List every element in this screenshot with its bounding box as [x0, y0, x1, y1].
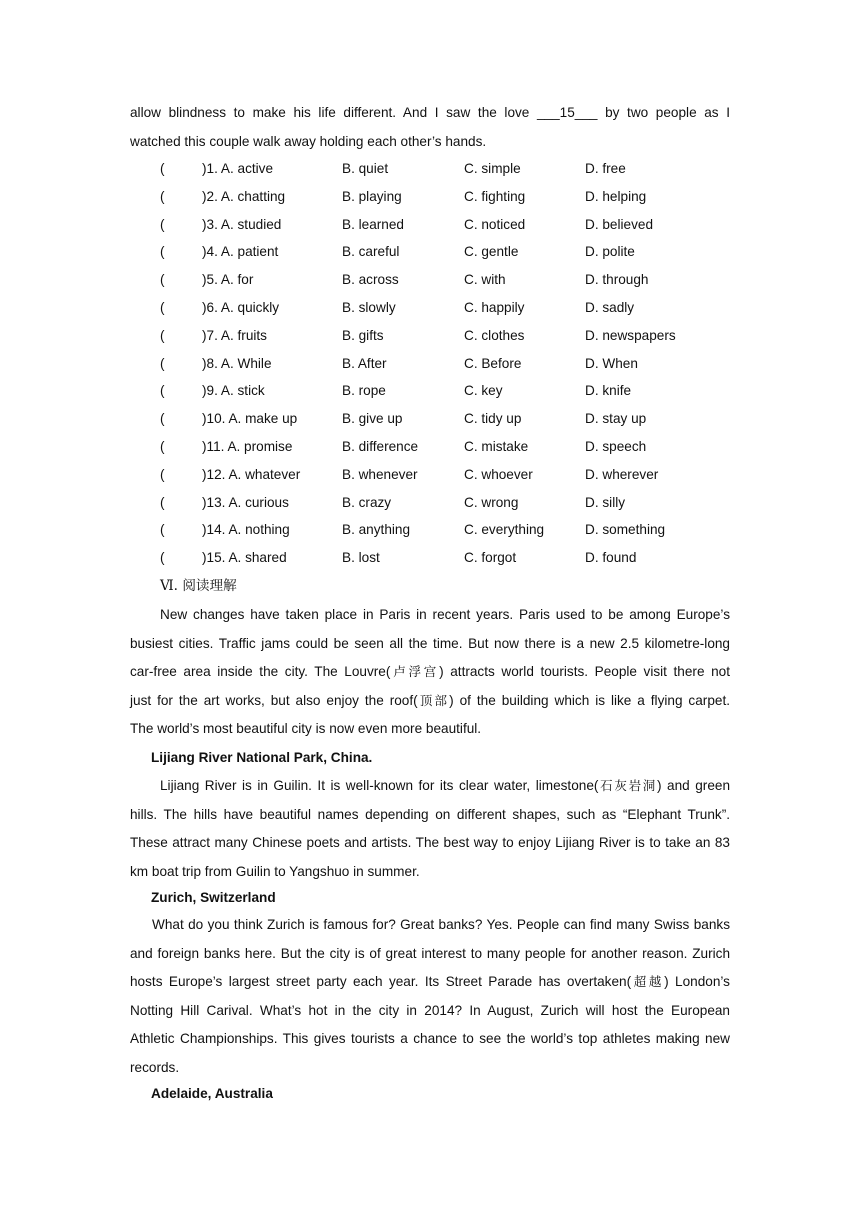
option-c: C. gentle	[464, 244, 519, 259]
option-b: B. difference	[342, 439, 419, 454]
lijiang-heading: Lijiang River National Park, China.	[151, 750, 373, 765]
option-c: C. wrong	[464, 495, 519, 510]
zurich-paragraph	[130, 911, 730, 1082]
option-d: D. polite	[585, 244, 635, 259]
zurich-line: and foreign banks here. But the city is of great interest to many people for another reason. Zurich	[130, 945, 730, 961]
question-row	[130, 183, 750, 211]
option-a: )6. A. quickly	[202, 300, 280, 315]
question-row	[130, 433, 750, 461]
answer-blank: (	[160, 217, 165, 232]
option-c: C. forgot	[464, 550, 517, 565]
option-b: B. crazy	[342, 495, 392, 510]
option-d: D. wherever	[585, 467, 659, 482]
answer-blank: (	[160, 244, 165, 259]
zurich-line: What do you think Zurich is famous for? Great banks? Yes. People can find many Swiss banks	[152, 917, 730, 932]
option-d: D. free	[585, 161, 626, 176]
option-b: B. lost	[342, 550, 380, 565]
answer-blank: (	[160, 328, 165, 343]
lijiang-text: Lijiang River is in Guilin. It is well-known for its clear water, limestone(	[160, 778, 599, 793]
option-b: B. slowly	[342, 300, 396, 315]
option-c: C. with	[464, 272, 506, 287]
option-c: C. tidy up	[464, 411, 522, 426]
zurich-line: Athletic Championships. This gives tourists a chance to see the world’s top athletes making new	[130, 1031, 730, 1046]
option-d: D. stay up	[585, 411, 647, 426]
paris-line: The world’s most beautiful city is now even more beautiful.	[130, 721, 482, 736]
option-a: )1. A. active	[202, 161, 274, 176]
option-d: D. silly	[585, 495, 626, 510]
answer-blank: (	[160, 411, 165, 426]
paris-line	[130, 658, 730, 687]
answer-blank: (	[160, 161, 165, 176]
option-d: D. knife	[585, 383, 632, 398]
option-d: D. speech	[585, 439, 647, 454]
section-title: Ⅵ. 阅读理解	[160, 578, 237, 594]
option-c: C. key	[464, 383, 503, 398]
option-a: )10. A. make up	[202, 411, 298, 426]
answer-blank: (	[160, 300, 165, 315]
paris-line	[130, 687, 730, 716]
option-a: )14. A. nothing	[202, 522, 290, 537]
option-d: D. something	[585, 522, 666, 537]
option-a: )15. A. shared	[202, 550, 287, 565]
option-a: )7. A. fruits	[202, 328, 267, 343]
lijiang-line: hills. The hills have beautiful names depending on different shapes, such as “Elephant Trunk”.	[130, 806, 730, 822]
paris-text: ) of the building which is like a flying carpet.	[449, 692, 730, 708]
option-b: B. anything	[342, 522, 411, 537]
option-c: C. fighting	[464, 189, 526, 204]
option-d: D. helping	[585, 189, 647, 204]
paris-text: ) attracts world tourists. People visit there not	[439, 664, 730, 679]
adelaide-heading: Adelaide, Australia	[151, 1086, 273, 1101]
option-d: D. When	[585, 356, 638, 371]
chinese-gloss: 顶部	[417, 692, 450, 708]
option-b: B. After	[342, 356, 387, 371]
answer-blank: (	[160, 383, 165, 398]
option-d: D. found	[585, 550, 637, 565]
lijiang-line: These attract many Chinese poets and artists. The best way to enjoy Lijiang River is to take an 83	[130, 835, 730, 850]
option-b: B. gifts	[342, 328, 384, 343]
option-a: )9. A. stick	[202, 383, 265, 398]
option-a: )11. A. promise	[202, 439, 293, 454]
option-a: )5. A. for	[202, 272, 254, 287]
option-a: )12. A. whatever	[202, 467, 301, 482]
question-row	[130, 155, 750, 183]
chinese-gloss: 石灰岩洞	[598, 778, 658, 793]
answer-blank: (	[160, 495, 165, 510]
option-c: C. clothes	[464, 328, 525, 343]
option-c: C. mistake	[464, 439, 529, 454]
answer-blank: (	[160, 356, 165, 371]
answer-blank: (	[160, 467, 165, 482]
lijiang-text: ) and green	[657, 778, 730, 793]
answer-blank: (	[160, 439, 165, 454]
lijiang-line	[130, 772, 730, 801]
question-row	[130, 405, 750, 433]
question-row	[130, 516, 750, 544]
option-c: C. happily	[464, 300, 525, 315]
question-row	[130, 350, 750, 378]
paris-paragraph	[130, 601, 730, 744]
chinese-gloss: 超越	[631, 974, 665, 989]
paris-line: busiest cities. Traffic jams could be seen all the time. But now there is a new 2.5 kilometre-long	[130, 635, 730, 651]
option-b: B. give up	[342, 411, 403, 426]
option-d: D. through	[585, 272, 649, 287]
option-d: D. sadly	[585, 300, 635, 315]
option-d: D. believed	[585, 217, 654, 232]
zurich-text: ) London’s	[664, 974, 730, 989]
chinese-gloss: 卢浮宫	[390, 664, 440, 679]
option-b: B. learned	[342, 217, 404, 232]
zurich-line: records.	[130, 1059, 180, 1075]
option-a: )2. A. chatting	[202, 189, 286, 204]
question-row	[130, 322, 750, 350]
answer-blank: (	[160, 272, 165, 287]
lijiang-line: km boat trip from Guilin to Yangshuo in summer.	[130, 863, 420, 879]
option-b: B. whenever	[342, 467, 418, 482]
option-a: )3. A. studied	[202, 217, 282, 232]
question-row	[130, 238, 750, 266]
intro-line-1: allow blindness to make his life different. And I saw the love ___15___ by two people as I	[130, 105, 730, 120]
question-row	[130, 377, 750, 405]
option-b: B. careful	[342, 244, 400, 259]
option-c: C. noticed	[464, 217, 526, 232]
question-row	[130, 544, 750, 572]
question-row	[130, 266, 750, 294]
option-b: B. playing	[342, 189, 402, 204]
zurich-line: Notting Hill Carival. What’s hot in the city in 2014? In August, Zurich will host the European	[130, 1002, 730, 1018]
option-a: )8. A. While	[202, 356, 272, 371]
answer-blank: (	[160, 189, 165, 204]
question-row	[130, 489, 750, 517]
option-c: C. everything	[464, 522, 545, 537]
option-b: B. rope	[342, 383, 386, 398]
option-a: )13. A. curious	[202, 495, 289, 510]
answer-blank: (	[160, 550, 165, 565]
option-c: C. simple	[464, 161, 521, 176]
paris-line: New changes have taken place in Paris in recent years. Paris used to be among Europe’s	[160, 607, 730, 622]
question-row	[130, 211, 750, 239]
paris-text: car-free area inside the city. The Louvre(	[130, 664, 391, 679]
answer-blank: (	[160, 522, 165, 537]
zurich-text: hosts Europe’s largest street party each year. Its Street Parade has overtaken(	[130, 974, 632, 989]
option-d: D. newspapers	[585, 328, 676, 343]
option-c: C. whoever	[464, 467, 533, 482]
question-row	[130, 294, 750, 322]
option-a: )4. A. patient	[202, 244, 279, 259]
paris-text: just for the art works, but also enjoy the roof(	[130, 692, 418, 708]
lijiang-paragraph	[130, 772, 730, 886]
zurich-line	[130, 968, 730, 997]
option-b: B. across	[342, 272, 399, 287]
option-b: B. quiet	[342, 161, 389, 176]
intro-paragraph	[130, 99, 730, 156]
question-row	[130, 461, 750, 489]
option-c: C. Before	[464, 356, 522, 371]
intro-line-2: watched this couple walk away holding each other’s hands.	[130, 133, 487, 149]
zurich-heading: Zurich, Switzerland	[151, 890, 276, 905]
